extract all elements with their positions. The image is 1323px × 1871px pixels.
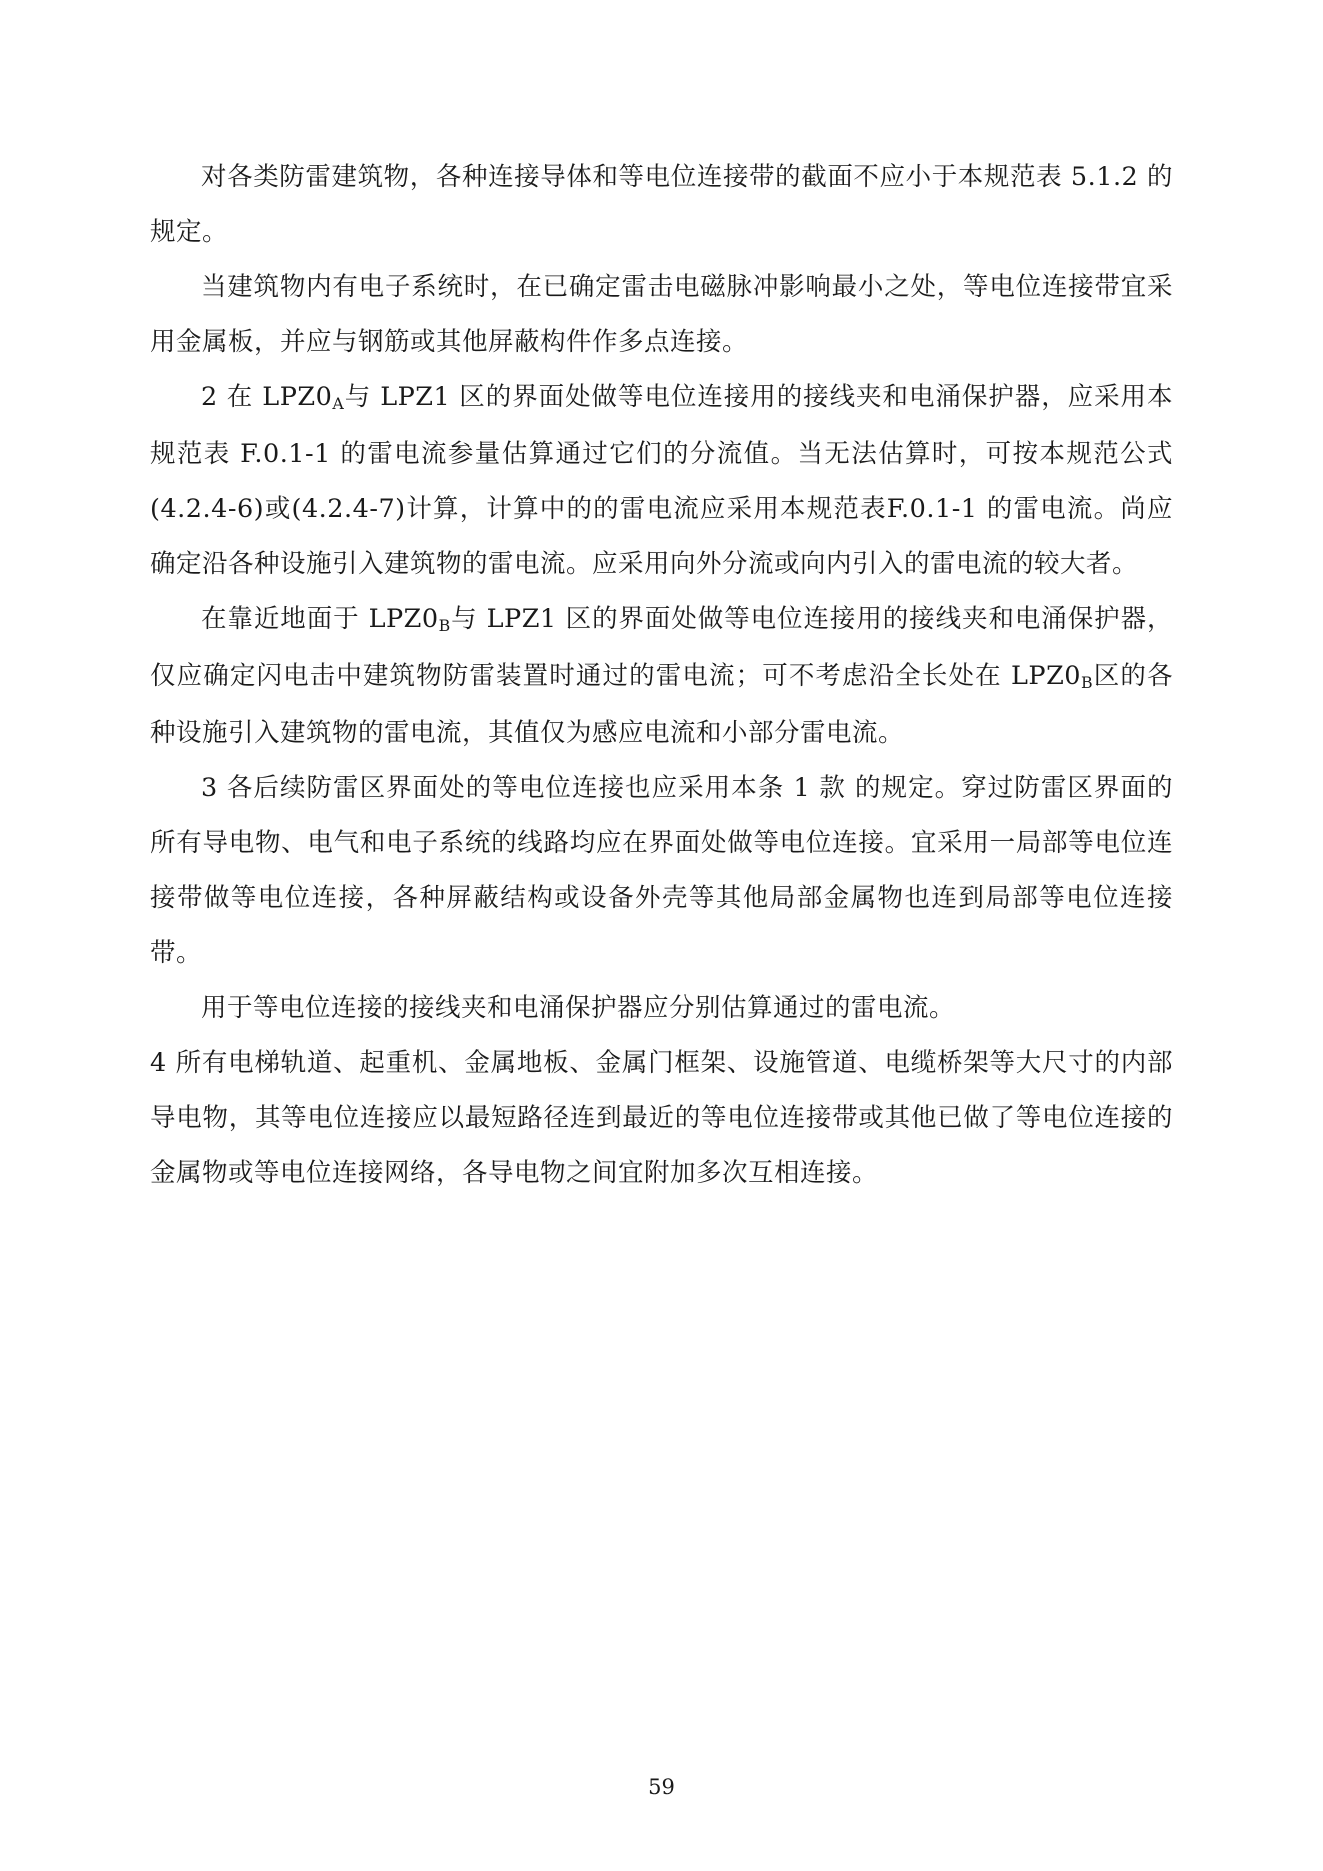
paragraph-6: 用于等电位连接的接线夹和电涌保护器应分别估算通过的雷电流。 — [201, 993, 956, 1023]
paragraph-4-subscript-a: B — [438, 616, 451, 636]
paragraph-4-subscript-b: B — [1081, 673, 1094, 693]
paragraph-3 — [150, 370, 1173, 592]
paragraph-1: 对各类防雷建筑物，各种连接导体和等电位连接带的截面不应小于本规范表 5.1.2 的规定。 — [150, 162, 1173, 247]
paragraph-4 — [150, 592, 1173, 761]
page-number: 59 — [648, 1775, 675, 1799]
document-body — [150, 150, 1173, 1201]
paragraph-4-text-part2: 区的各种设施引入建筑物的雷电流，其值仅为感应电流和小部分雷电流。 — [150, 661, 1173, 748]
paragraph-3-text: 与 LPZ1 区的界面处做等电位连接用的接线夹和电涌保护器，应采用本规范表 F.0.1-1 的雷电流参量估算通过它们的分流值。当无法估算时，可按本规范公式 (4.2.4-6)或(4.2.4-7)计算，计算中的的雷电流应采用本规范表F.0.1-1 的雷电流。尚应确定沿各种设施引入建筑物的雷电流。应采用向外分流或向内引入的雷电流的较大者。 — [150, 382, 1174, 579]
paragraph-4-text-part1: 与 LPZ1 区的界面处做等电位连接用的接线夹和电涌保护器，仅应确定闪电击中建筑物防雷装置时通过的雷电流；可不考虑沿全长处在 LPZ0 — [150, 604, 1173, 691]
paragraph-5: 3 各后续防雷区界面处的等电位连接也应采用本条 1 款 的规定。穿过防雷区界面的所有导电物、电气和电子系统的线路均应在界面处做等电位连接。宜采用一局部等电位连接带做等电位连接，各种屏蔽结构或设备外壳等其他局部金属物也连到局部等电位连接带。 — [150, 773, 1173, 968]
paragraph-3-prefix: 2 在 LPZ0 — [201, 382, 333, 412]
paragraph-7: 4 所有电梯轨道、起重机、金属地板、金属门框架、设施管道、电缆桥架等大尺寸的内部导电物，其等电位连接应以最短路径连到最近的等电位连接带或其他已做了等电位连接的金属物或等电位连接网络，各导电物之间宜附加多次互相连接。 — [150, 1048, 1173, 1188]
paragraph-4-prefix: 在靠近地面于 LPZ0 — [201, 604, 439, 634]
paragraph-2: 当建筑物内有电子系统时，在已确定雷击电磁脉冲影响最小之处，等电位连接带宜采用金属板，并应与钢筋或其他屏蔽构件作多点连接。 — [150, 272, 1173, 357]
paragraph-3-subscript: A — [332, 394, 345, 414]
